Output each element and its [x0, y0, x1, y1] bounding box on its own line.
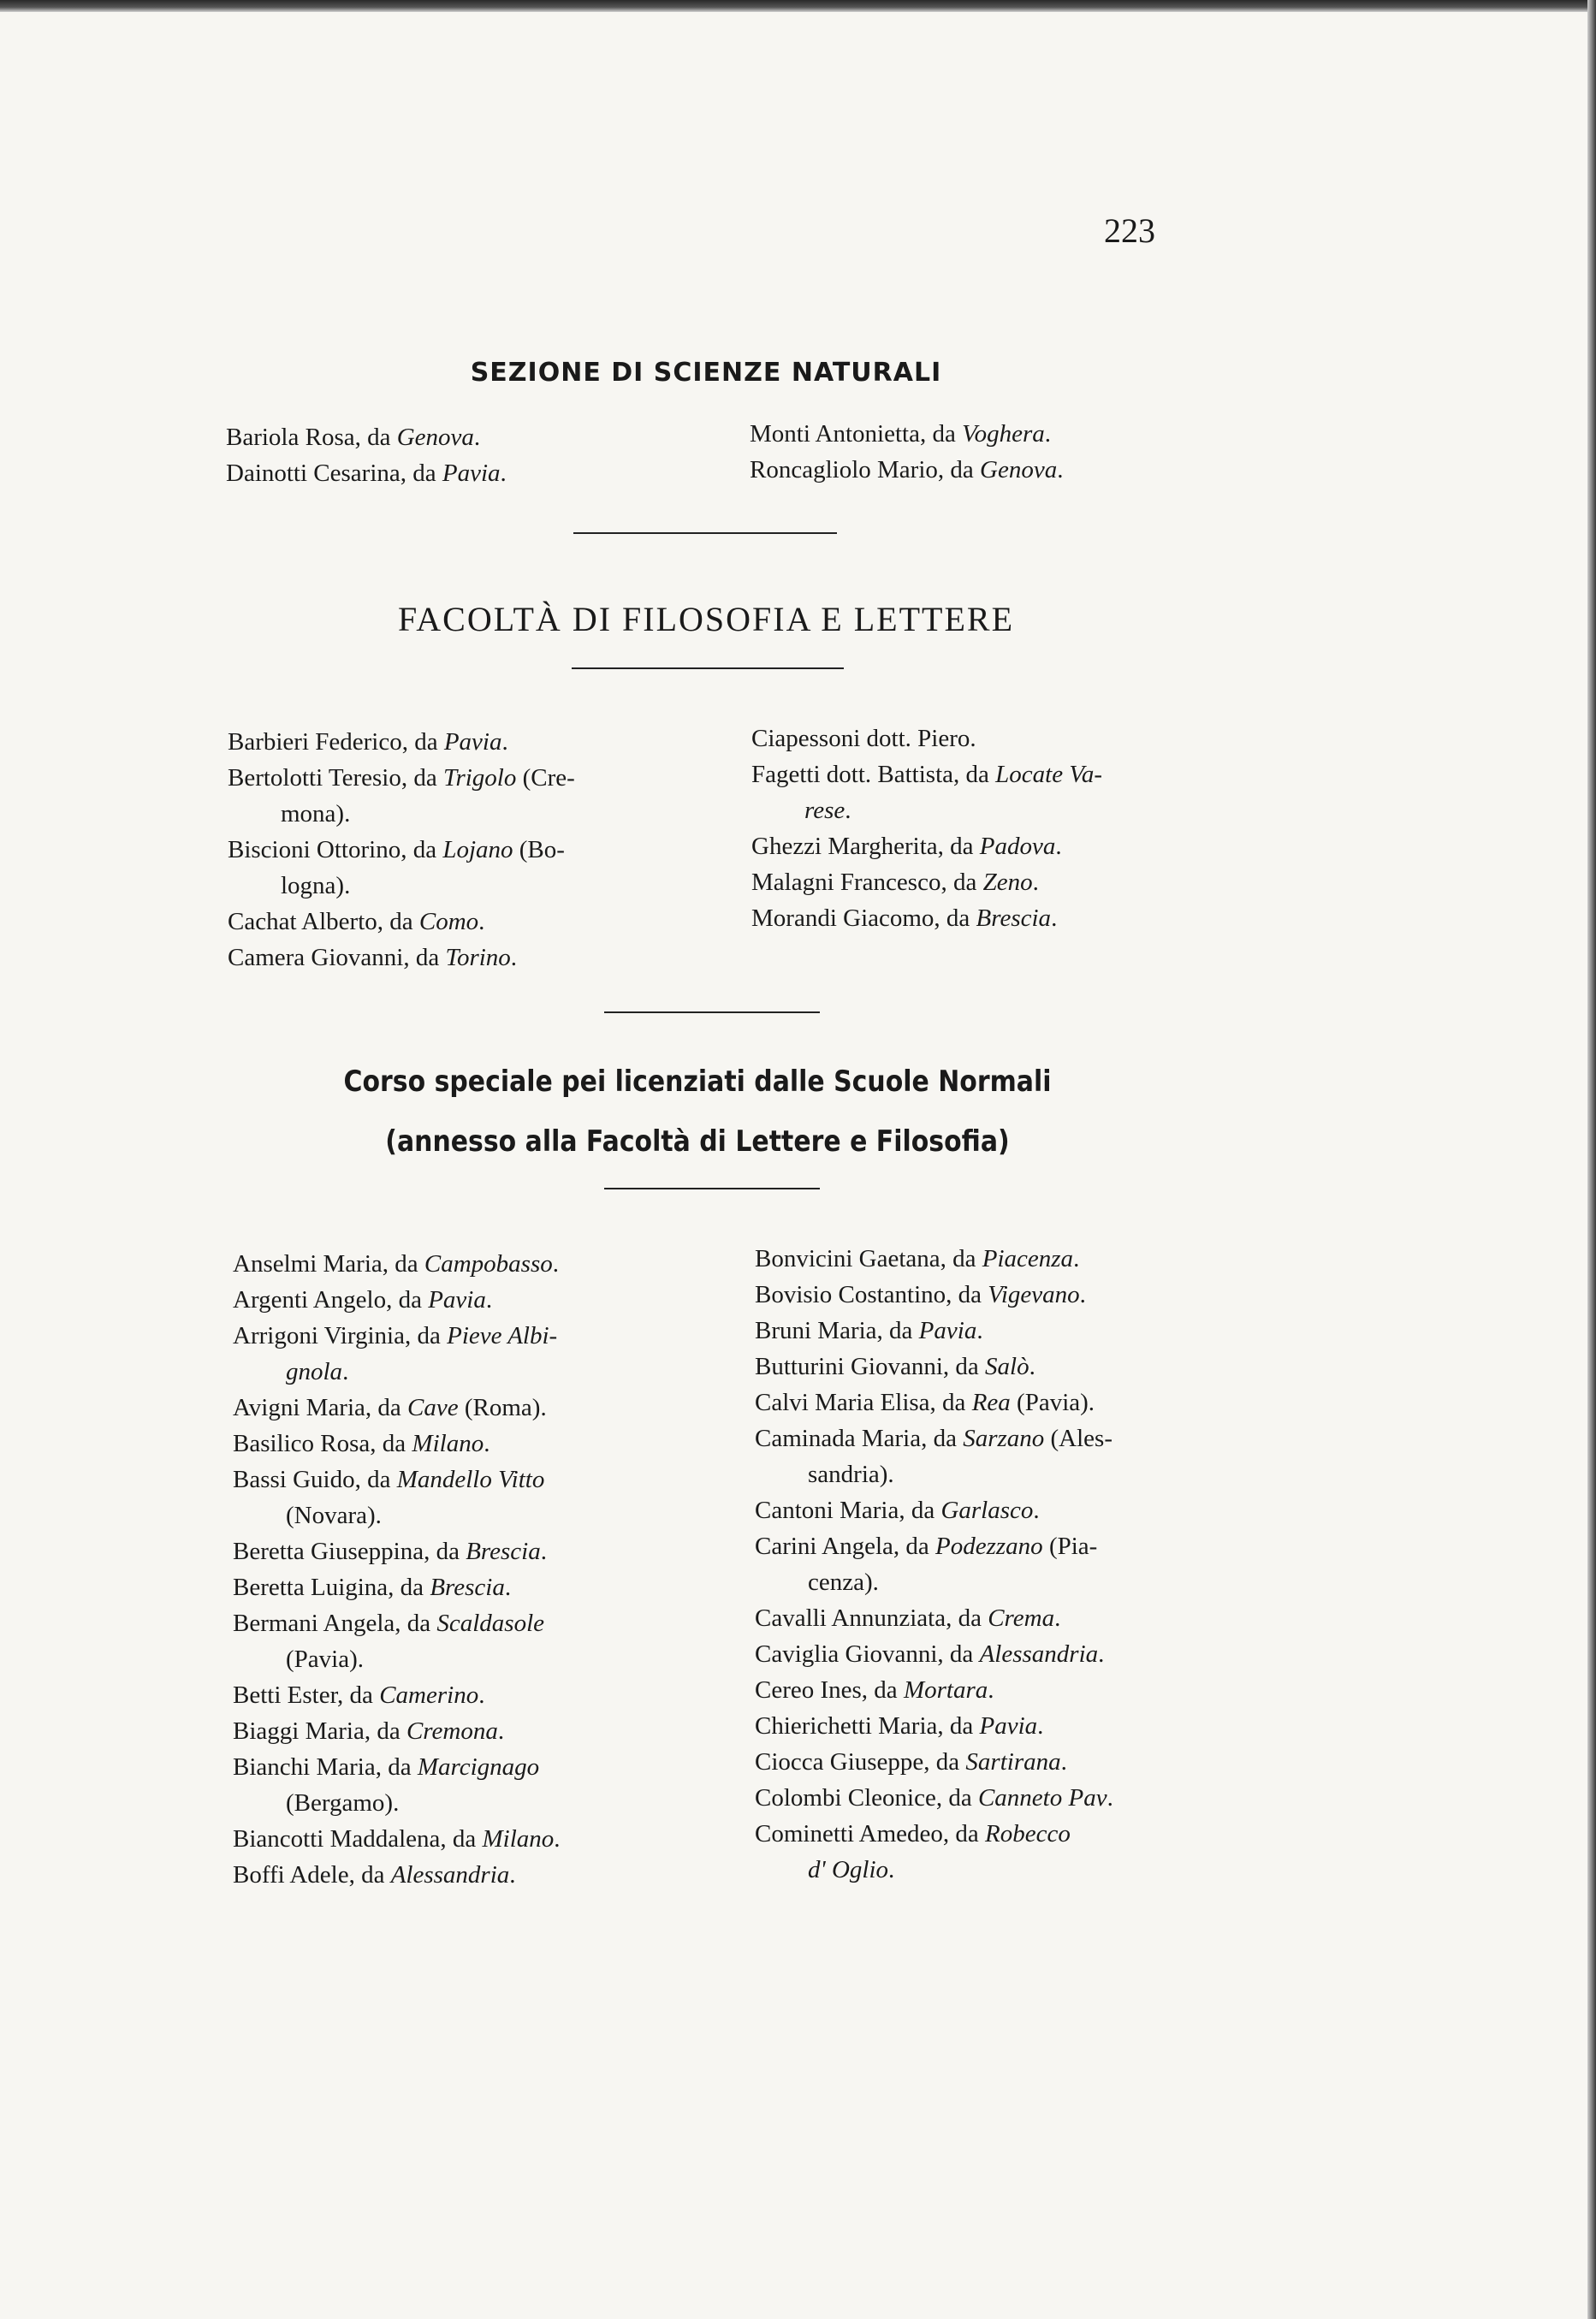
entry-place: Mortara: [903, 1676, 988, 1704]
entry-suffix: .: [484, 1430, 490, 1457]
entry: [755, 1277, 1113, 1313]
entry-name: Morandi Giacomo, da: [751, 904, 976, 932]
entry-name: Boffi Adele, da: [233, 1861, 391, 1889]
special-course-list-right: [755, 1241, 1113, 1888]
entry: [233, 1569, 561, 1605]
entry-place: Pavia: [979, 1712, 1038, 1740]
entry-continuation: [755, 1564, 1113, 1600]
entry-name: Roncagliolo Mario, da: [750, 456, 981, 483]
entry-place: Rea: [971, 1389, 1011, 1416]
entry-name: Beretta Giuseppina, da: [233, 1538, 466, 1565]
entry-suffix: .: [1060, 1748, 1067, 1776]
entry-suffix: .: [845, 797, 851, 824]
entry-name: Cavalli Annunziata, da: [755, 1604, 988, 1632]
entry: [233, 1749, 561, 1785]
entry: [751, 864, 1102, 900]
entry-place: Zeno: [982, 869, 1033, 896]
entry-name: Bermani Angela, da: [233, 1610, 437, 1637]
entry: [751, 828, 1102, 864]
entry-suffix: .: [1032, 869, 1039, 896]
entry-name: Betti Ester, da: [233, 1681, 380, 1709]
entry: [750, 452, 1063, 488]
entry: [233, 1713, 561, 1749]
entry-place: Vigevano: [988, 1281, 1080, 1308]
entry-suffix: .: [342, 1358, 349, 1385]
entry-name: mona).: [281, 800, 351, 827]
entry: [228, 940, 575, 976]
entry-suffix: .: [552, 1250, 559, 1278]
entry-name: Bonvicini Gaetana, da: [755, 1245, 982, 1272]
entry-name: Carini Angela, da: [755, 1533, 936, 1560]
entry-name: Ciocca Giuseppe, da: [755, 1748, 966, 1776]
entry: [755, 1816, 1113, 1852]
entry-place: Campobasso: [424, 1250, 553, 1278]
entry-name: Bassi Guido, da: [233, 1466, 397, 1493]
entry: [226, 419, 507, 455]
entry-name: (Pavia).: [286, 1646, 364, 1673]
entry-place: Canneto Pav: [977, 1784, 1107, 1812]
entry-suffix: (Bo-: [513, 836, 565, 863]
entry: [228, 904, 575, 940]
entry: [755, 1420, 1113, 1456]
entry-name: Monti Antonietta, da: [750, 420, 963, 448]
entry-place: gnola: [286, 1358, 343, 1385]
entry-place: Alessandria: [390, 1861, 510, 1889]
faculty-philosophy-list-left: [228, 724, 575, 976]
entry-suffix: (Roma).: [458, 1394, 547, 1421]
entry: [755, 1241, 1113, 1277]
entry-suffix: .: [888, 1856, 895, 1883]
entry-place: Cave: [407, 1394, 459, 1421]
entry-place: Torino: [445, 944, 511, 971]
entry-name: Butturini Giovanni, da: [755, 1353, 986, 1380]
entry: [755, 1492, 1113, 1528]
entry-place: Scaldasole: [436, 1610, 545, 1637]
entry: [233, 1390, 561, 1426]
natural-sciences-list-left: [226, 419, 507, 491]
entry-name: Cantoni Maria, da: [755, 1497, 941, 1524]
entry-place: Crema: [988, 1604, 1055, 1632]
divider: [572, 667, 844, 669]
entry-suffix: .: [478, 1681, 485, 1709]
entry-name: Malagni Francesco, da: [751, 869, 983, 896]
entry: [755, 1708, 1113, 1744]
entry: [751, 721, 1102, 756]
entry: [233, 1677, 561, 1713]
scan-border-right: [1587, 0, 1596, 2319]
entry-name: Barbieri Federico, da: [228, 728, 444, 756]
entry-place: Brescia: [430, 1574, 505, 1601]
entry: [751, 756, 1102, 792]
entry: [233, 1318, 561, 1354]
entry-name: cenza).: [808, 1569, 879, 1596]
entry-name: Ghezzi Margherita, da: [751, 833, 980, 860]
entry-suffix: .: [1054, 1604, 1061, 1632]
faculty-philosophy-list-right: [751, 721, 1102, 936]
entry-place: Milano: [482, 1825, 555, 1853]
special-course-title: Corso speciale pei licenziati dalle Scuole Normali: [343, 1065, 1052, 1099]
entry-name: Ciapessoni dott. Piero.: [751, 725, 976, 752]
entry-suffix: .: [976, 1317, 983, 1344]
entry-continuation: [233, 1641, 561, 1677]
entry-continuation: [755, 1852, 1113, 1888]
entry: [751, 900, 1102, 936]
entry-name: Bruni Maria, da: [755, 1317, 919, 1344]
entry-suffix: .: [509, 1861, 516, 1889]
entry: [755, 1636, 1113, 1672]
entry-suffix: .: [1098, 1640, 1105, 1668]
entry-suffix: .: [1044, 420, 1052, 448]
entry-name: Colombi Cleonice, da: [755, 1784, 978, 1812]
entry-place: Trigolo: [442, 764, 517, 792]
entry-place: Piacenza: [982, 1245, 1074, 1272]
entry-place: Cremona: [406, 1717, 498, 1745]
entry-place: Pavia: [442, 460, 501, 487]
entry-suffix: .: [1051, 904, 1058, 932]
entry-suffix: .: [485, 1286, 493, 1314]
entry-place: Pavia: [443, 728, 502, 756]
entry: [233, 1282, 561, 1318]
section-natural-sciences-title: SEZIONE DI SCIENZE NATURALI: [470, 358, 942, 388]
divider: [604, 1011, 820, 1013]
entry-name: Beretta Luigina, da: [233, 1574, 430, 1601]
entry: [755, 1780, 1113, 1816]
entry-name: Cominetti Amedeo, da: [755, 1820, 986, 1847]
entry-name: Argenti Angelo, da: [233, 1286, 429, 1314]
entry-place: Marcignago: [417, 1753, 540, 1781]
entry-name: Cachat Alberto, da: [228, 908, 419, 935]
entry-suffix: .: [504, 1574, 512, 1601]
entry: [755, 1385, 1113, 1420]
entry-name: Anselmi Maria, da: [233, 1250, 424, 1278]
entry-name: Bertolotti Teresio, da: [228, 764, 443, 792]
entry-place: Garlasco: [940, 1497, 1034, 1524]
entry-place: Brescia: [466, 1538, 541, 1565]
entry-suffix: .: [1057, 456, 1064, 483]
entry-place: Voghera: [962, 420, 1045, 448]
entry-place: Milano: [412, 1430, 484, 1457]
entry-suffix: .: [1029, 1353, 1035, 1380]
entry-name: Caviglia Giovanni, da: [755, 1640, 980, 1668]
entry-suffix: (Cre-: [516, 764, 575, 792]
entry-continuation: [233, 1498, 561, 1533]
entry-suffix: .: [500, 460, 507, 487]
entry-place: Sartirana: [965, 1748, 1061, 1776]
entry-place: Mandello Vitto: [396, 1466, 545, 1493]
entry: [755, 1313, 1113, 1349]
entry: [233, 1246, 561, 1282]
entry-name: Bariola Rosa, da: [226, 424, 397, 451]
entry-name: Biscioni Ottorino, da: [228, 836, 443, 863]
divider: [573, 532, 837, 534]
entry-continuation: [751, 792, 1102, 828]
entry-place: rese: [804, 797, 845, 824]
entry-suffix: (Pia-: [1042, 1533, 1098, 1560]
entry: [233, 1605, 561, 1641]
entry-name: Bovisio Costantino, da: [755, 1281, 988, 1308]
entry-name: Cereo Ines, da: [755, 1676, 904, 1704]
entry-continuation: [755, 1456, 1113, 1492]
special-course-list-left: [233, 1246, 561, 1893]
entry-name: Camera Giovanni, da: [228, 944, 446, 971]
entry-place: d' Oglio: [808, 1856, 889, 1883]
entry: [755, 1672, 1113, 1708]
entry-place: Locate Va-: [995, 761, 1102, 788]
entry-name: Chierichetti Maria, da: [755, 1712, 980, 1740]
entry-name: Biaggi Maria, da: [233, 1717, 406, 1745]
entry: [755, 1600, 1113, 1636]
entry-place: Sarzano: [963, 1425, 1045, 1452]
entry-place: Genova: [396, 424, 474, 451]
entry-suffix: (Pavia).: [1010, 1389, 1095, 1416]
entry-suffix: .: [1055, 833, 1062, 860]
entry-suffix: .: [1079, 1281, 1086, 1308]
entry-continuation: [233, 1354, 561, 1390]
entry-name: Avigni Maria, da: [233, 1394, 408, 1421]
natural-sciences-list-right: [750, 416, 1063, 488]
entry-name: (Novara).: [286, 1502, 382, 1529]
entry: [228, 760, 575, 796]
entry-suffix: .: [554, 1825, 561, 1853]
entry-place: Salò: [985, 1353, 1029, 1380]
entry-continuation: [228, 868, 575, 904]
entry: [228, 832, 575, 868]
entry-name: logna).: [281, 872, 351, 899]
entry-place: Pavia: [918, 1317, 977, 1344]
entry: [233, 1462, 561, 1498]
entry: [226, 455, 507, 491]
entry-name: (Bergamo).: [286, 1789, 400, 1817]
entry-continuation: [233, 1785, 561, 1821]
scan-border-top: [0, 0, 1596, 12]
entry-place: Lojano: [442, 836, 513, 863]
entry-name: Dainotti Cesarina, da: [226, 460, 442, 487]
entry-name: sandria).: [808, 1461, 894, 1488]
entry-place: Como: [418, 908, 479, 935]
entry: [755, 1744, 1113, 1780]
entry-place: Camerino: [379, 1681, 479, 1709]
entry-suffix: .: [540, 1538, 547, 1565]
page-number: 223: [1104, 211, 1155, 250]
entry-name: Caminada Maria, da: [755, 1425, 964, 1452]
entry-place: Pavia: [428, 1286, 486, 1314]
entry: [755, 1349, 1113, 1385]
entry-place: Podezzano: [935, 1533, 1043, 1560]
divider: [604, 1188, 820, 1189]
entry-name: Basilico Rosa, da: [233, 1430, 412, 1457]
entry-suffix: .: [988, 1676, 994, 1704]
entry-name: Calvi Maria Elisa, da: [755, 1389, 972, 1416]
entry-suffix: .: [478, 908, 485, 935]
entry-place: Alessandria: [979, 1640, 1099, 1668]
entry-suffix: .: [1033, 1497, 1040, 1524]
entry: [750, 416, 1063, 452]
entry-name: Fagetti dott. Battista, da: [751, 761, 996, 788]
entry-suffix: .: [501, 728, 508, 756]
entry-continuation: [228, 796, 575, 832]
entry: [233, 1821, 561, 1857]
entry-suffix: .: [497, 1717, 505, 1745]
entry-place: Genova: [980, 456, 1058, 483]
entry-name: Biancotti Maddalena, da: [233, 1825, 483, 1853]
entry: [233, 1426, 561, 1462]
entry-suffix: .: [1037, 1712, 1044, 1740]
entry-suffix: .: [1107, 1784, 1113, 1812]
entry-suffix: (Ales-: [1044, 1425, 1112, 1452]
entry: [233, 1857, 561, 1893]
entry: [755, 1528, 1113, 1564]
entry-place: Padova: [979, 833, 1056, 860]
entry-name: Bianchi Maria, da: [233, 1753, 418, 1781]
entry-suffix: .: [473, 424, 481, 451]
faculty-philosophy-title: FACOLTÀ DI FILOSOFIA E LETTERE: [398, 600, 1014, 638]
entry-suffix: .: [510, 944, 518, 971]
entry: [228, 724, 575, 760]
special-course-subtitle: (annesso alla Facoltà di Lettere e Filosofia): [385, 1124, 1010, 1159]
entry-name: Arrigoni Virginia, da: [233, 1322, 448, 1349]
entry-place: Brescia: [976, 904, 1052, 932]
entry-place: Robecco: [985, 1820, 1071, 1847]
entry-place: Pieve Albi-: [447, 1322, 558, 1349]
entry: [233, 1533, 561, 1569]
entry-suffix: .: [1073, 1245, 1080, 1272]
